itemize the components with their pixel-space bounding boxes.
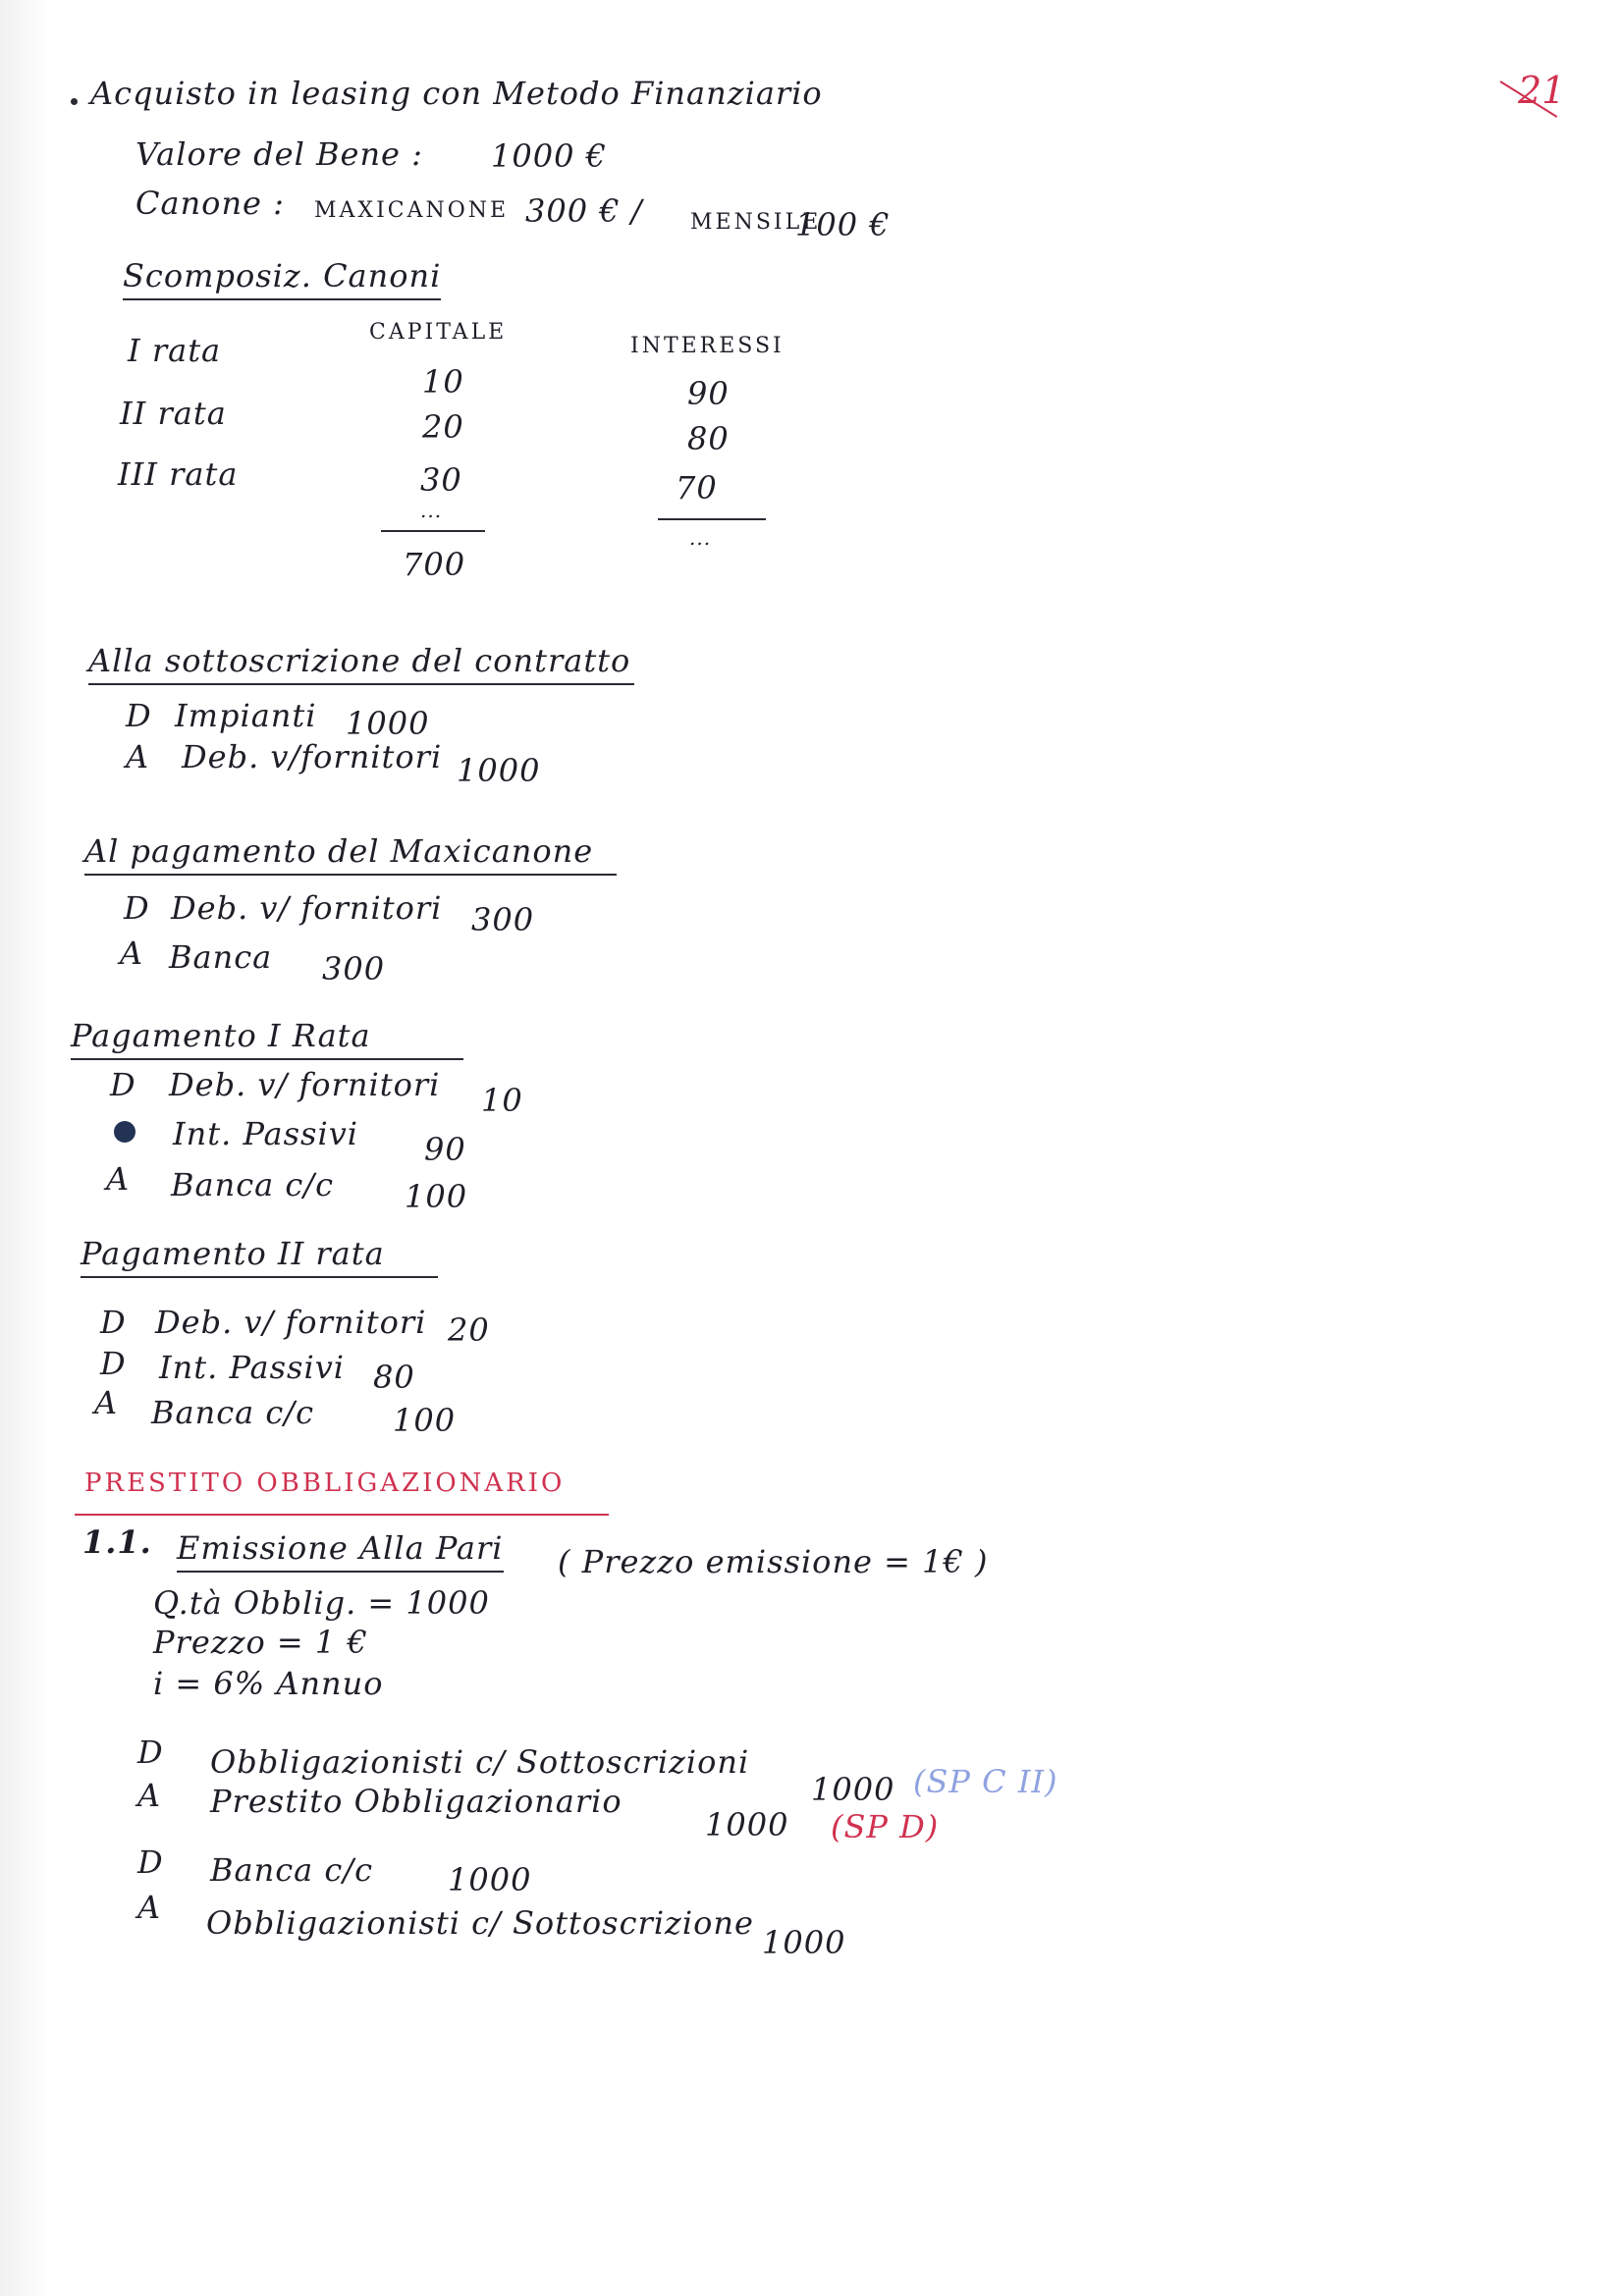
section-note: ( Prezzo emissione = 1€ ) bbox=[558, 1543, 989, 1580]
entry-side: D bbox=[100, 1304, 127, 1341]
entry-amount: 300 bbox=[322, 950, 386, 988]
entry-account: Impianti bbox=[175, 697, 317, 734]
entry-amount: 80 bbox=[373, 1359, 415, 1396]
prezzo-label: Prezzo = 1 € bbox=[153, 1624, 368, 1661]
capitale-total: 700 bbox=[403, 546, 466, 583]
entry-amount: 1000 bbox=[457, 752, 541, 789]
sp-note: (SP D) bbox=[831, 1808, 940, 1845]
maxicanone-value: 300 € / bbox=[525, 192, 643, 230]
row-label: II rata bbox=[120, 395, 227, 432]
capitale-sum-rule bbox=[381, 530, 485, 532]
filled-dot-icon bbox=[114, 1121, 135, 1143]
row-capitale: 10 bbox=[422, 363, 464, 400]
page-edge-shadow bbox=[0, 0, 51, 2296]
bullet-icon bbox=[71, 98, 78, 105]
entry-account: Int. Passivi bbox=[173, 1115, 359, 1152]
entry-amount: 100 bbox=[405, 1178, 468, 1215]
row-interessi: 80 bbox=[687, 420, 730, 457]
col-interessi: INTERESSI bbox=[630, 334, 785, 358]
entry-side: D bbox=[137, 1843, 164, 1881]
entry-side: D bbox=[110, 1066, 136, 1103]
entry-amount: 1000 bbox=[762, 1924, 846, 1961]
valore-label: Valore del Bene : bbox=[135, 135, 423, 173]
entry-amount: 1000 bbox=[346, 705, 430, 742]
entry-account: Obbligazionisti c/ Sottoscrizioni bbox=[210, 1743, 750, 1781]
maxicanone-label: MAXICANONE bbox=[314, 198, 510, 223]
valore-value: 1000 € bbox=[491, 137, 607, 175]
interessi-sum-rule bbox=[658, 518, 766, 520]
section-title: Emissione Alla Pari bbox=[177, 1529, 504, 1573]
entry-account: Deb. v/fornitori bbox=[182, 738, 443, 775]
col-capitale: CAPITALE bbox=[369, 320, 508, 345]
entry-account: Banca c/c bbox=[151, 1394, 314, 1431]
row-interessi: 70 bbox=[676, 469, 718, 507]
entry-amount: 20 bbox=[448, 1311, 490, 1349]
canone-label: Canone : bbox=[135, 185, 285, 222]
entry-amount: 1000 bbox=[811, 1771, 895, 1808]
row-capitale: 20 bbox=[422, 408, 464, 446]
entry-title: Pagamento I Rata bbox=[71, 1017, 463, 1060]
entry-side: D bbox=[126, 697, 152, 734]
row-interessi: 90 bbox=[687, 375, 730, 412]
entry-amount: 300 bbox=[471, 901, 535, 938]
prestito-underline bbox=[75, 1514, 609, 1516]
entry-account: Int. Passivi bbox=[159, 1349, 346, 1386]
row-capitale: 30 bbox=[420, 461, 462, 499]
entry-amount: 100 bbox=[393, 1402, 457, 1439]
entry-side: A bbox=[94, 1384, 119, 1421]
page-number: 21 bbox=[1518, 69, 1566, 112]
row-label: III rata bbox=[118, 455, 239, 493]
entry-side: A bbox=[126, 738, 150, 775]
mensile-value: 100 € bbox=[795, 206, 891, 243]
entry-side: A bbox=[137, 1889, 162, 1926]
entry-amount: 1000 bbox=[448, 1861, 532, 1898]
entry-title: Al pagamento del Maxicanone bbox=[84, 832, 617, 876]
entry-title: Pagamento II rata bbox=[81, 1235, 438, 1278]
mensile-label: MENSILE bbox=[690, 210, 822, 235]
entry-side: A bbox=[106, 1160, 131, 1198]
section-number: 1.1. bbox=[82, 1523, 152, 1561]
entry-side: D bbox=[124, 889, 150, 927]
sp-note: (SP C II) bbox=[913, 1763, 1058, 1800]
qta-label: Q.tà Obblig. = 1000 bbox=[153, 1584, 490, 1622]
entry-side: A bbox=[120, 934, 144, 972]
entry-account: Prestito Obbligazionario bbox=[210, 1783, 623, 1820]
entry-account: Deb. v/ fornitori bbox=[171, 889, 443, 927]
entry-amount: 90 bbox=[424, 1131, 466, 1168]
entry-account: Obbligazionisti c/ Sottoscrizione bbox=[206, 1904, 754, 1942]
entry-account: Banca c/c bbox=[171, 1166, 334, 1203]
entry-side: D bbox=[100, 1345, 127, 1382]
leasing-title: Acquisto in leasing con Metodo Finanziario bbox=[90, 75, 823, 112]
row-label: I rata bbox=[128, 332, 222, 369]
capitale-ellipsis: ... bbox=[420, 499, 443, 522]
entry-side: D bbox=[137, 1734, 164, 1771]
entry-amount: 1000 bbox=[705, 1806, 789, 1843]
tasso-label: i = 6% Annuo bbox=[153, 1665, 384, 1702]
entry-amount: 10 bbox=[481, 1082, 523, 1119]
entry-account: Banca bbox=[169, 938, 273, 976]
entry-account: Deb. v/ fornitori bbox=[169, 1066, 441, 1103]
entry-title: Alla sottoscrizione del contratto bbox=[88, 642, 634, 685]
interessi-ellipsis: ... bbox=[689, 526, 712, 550]
entry-side: A bbox=[137, 1777, 162, 1814]
entry-account: Deb. v/ fornitori bbox=[155, 1304, 427, 1341]
prestito-title: PRESTITO OBBLIGAZIONARIO bbox=[84, 1468, 566, 1498]
entry-account: Banca c/c bbox=[210, 1851, 373, 1889]
scomposizione-title: Scomposiz. Canoni bbox=[123, 257, 441, 300]
